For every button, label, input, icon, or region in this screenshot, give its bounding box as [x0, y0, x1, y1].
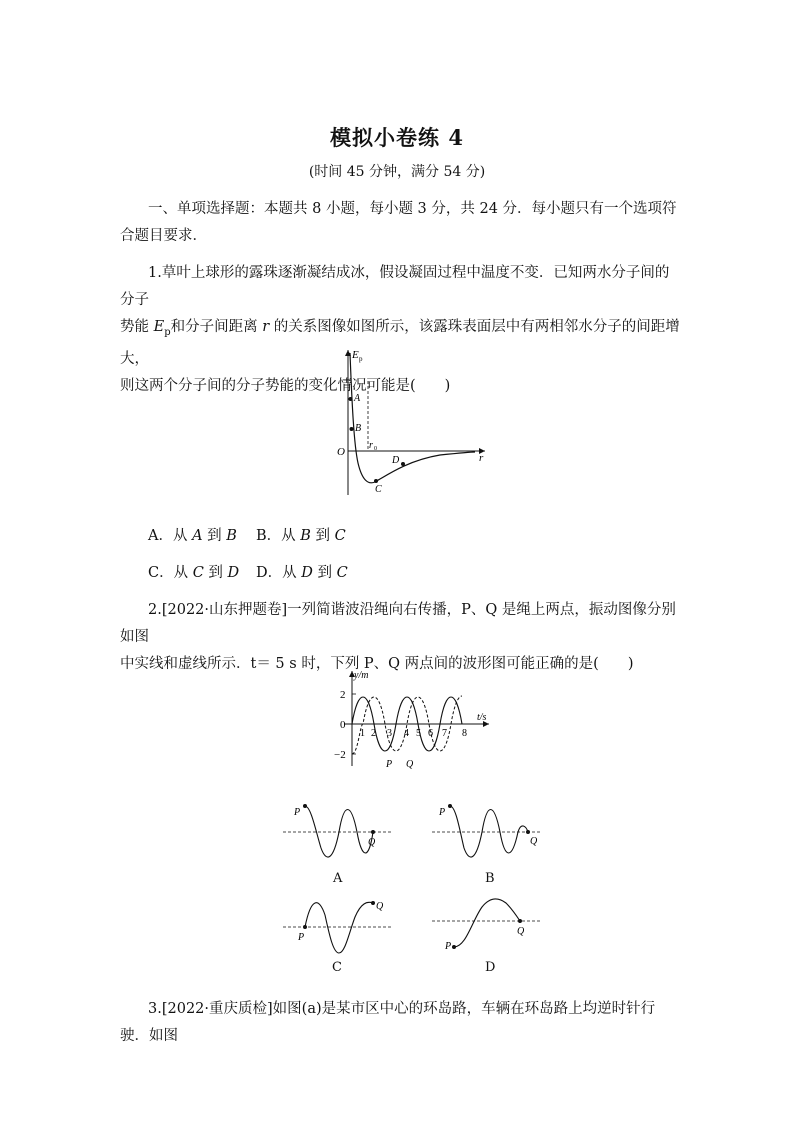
q2-a-wave — [305, 806, 373, 857]
q2-answer-d-letter[interactable]: D — [485, 960, 496, 975]
q1-r0-sub: 0 — [374, 446, 377, 452]
q2-a-label-p: P — [294, 807, 301, 818]
q2-a-label-q: Q — [368, 837, 376, 848]
q2-answer-b-letter[interactable]: B — [485, 871, 495, 886]
q2-d-wave — [454, 899, 520, 947]
q2-answer-a-letter[interactable]: A — [333, 871, 343, 886]
q1-line1: 1.草叶上球形的露珠逐渐凝结成冰，假设凝固过程中温度不变．已知两水分子间的分子 — [120, 265, 670, 308]
q2-b-label-p: P — [439, 807, 446, 818]
q2-a-point-p — [303, 804, 307, 808]
q1-label-d: D — [392, 455, 400, 466]
q2-ytick-0: 0 — [340, 719, 346, 731]
q3-line1: 3.[2022·重庆质检]如图(a)是某市区中心的环岛路，车辆在环岛路上均逆时针行驶．如图 — [120, 1001, 656, 1044]
q2-xtick-5: 5 — [416, 728, 421, 739]
q2-line1: 2.[2022·山东押题卷]一列简谐波沿绳向右传播，P、Q 是绳上两点，振动图像分别如图 — [120, 602, 676, 645]
q1-r0-label: r — [369, 440, 373, 451]
q2-d-label-p: P — [445, 941, 452, 952]
q2-answer-a-graph[interactable] — [283, 798, 393, 864]
q2-d-point-p — [452, 945, 456, 949]
q2-curve-q-label: Q — [406, 759, 414, 770]
q2-answer-b-graph[interactable] — [432, 798, 547, 864]
q1-ep-curve — [350, 353, 475, 483]
q1-ep-graph — [330, 345, 495, 500]
q1-label-c: C — [375, 484, 382, 495]
q2-y-label: y/m — [354, 670, 369, 681]
q2-xtick-6: 6 — [428, 728, 433, 739]
q2-b-label-q: Q — [530, 836, 538, 847]
q2-xtick-3: 3 — [387, 728, 392, 739]
q2-xtick-4: 4 — [404, 728, 409, 739]
q2-xtick-1: 1 — [360, 728, 365, 739]
q2-xtick-7: 7 — [442, 728, 447, 739]
q2-b-wave — [450, 806, 528, 857]
q2-c-point-q — [371, 901, 375, 905]
q1-x-label: r — [479, 452, 484, 464]
q1-label-a: A — [354, 393, 361, 404]
q1-point-d — [401, 462, 405, 466]
q2-c-wave — [305, 902, 373, 953]
q2-xtick-8: 8 — [462, 728, 467, 739]
section-intro: 一、单项选择题：本题共 8 小题，每小题 3 分，共 24 分．每小题只有一个选项符合题目要求． — [120, 201, 677, 244]
q2-vibration-graph — [334, 666, 494, 772]
q2-answer-d-graph[interactable] — [432, 893, 547, 959]
q1-line2: 势能 $E_p$和分子间距离 r 的关系图像如图所示，该露珠表面层中有两相邻水分子的间距增大， — [120, 319, 680, 367]
q1-y-label: E — [352, 349, 359, 361]
q1-y-sub: p — [359, 355, 363, 363]
q2-line2: 中实线和虚线所示．t＝ 5 s 时，下列 P、Q 两点间的波形图可能正确的是( ) — [120, 656, 634, 672]
q1-origin-label: O — [337, 446, 345, 458]
q2-c-point-p — [303, 925, 307, 929]
q2-curve-p-label: P — [386, 759, 393, 770]
q2-b-point-p — [448, 804, 452, 808]
q1-option-c[interactable]: C．从 C 到 D — [148, 565, 240, 581]
q2-d-point-q — [518, 919, 522, 923]
q2-x-label: t/s — [477, 712, 487, 723]
q2-ytick-2: 2 — [340, 689, 346, 701]
q1-label-b: B — [355, 423, 362, 434]
q1-option-a[interactable]: A．从 A 到 B — [148, 528, 237, 544]
q2-xtick-2: 2 — [371, 728, 376, 739]
q2-ytick-neg2: −2 — [334, 749, 346, 761]
q1-point-b — [350, 427, 354, 431]
q2-c-label-p: P — [298, 932, 305, 943]
q1-line3: 则这两个分子间的分子势能的变化情况可能是( ) — [120, 377, 451, 394]
q2-a-point-q — [371, 830, 375, 834]
q2-d-label-q: Q — [517, 926, 525, 937]
q1-point-a — [349, 397, 353, 401]
q2-answer-c-letter[interactable]: C — [332, 960, 342, 975]
q2-answer-c-graph[interactable] — [283, 893, 393, 959]
q1-point-c — [374, 479, 378, 483]
q1-option-d[interactable]: D．从 D 到 C — [256, 565, 348, 581]
q2-b-point-q — [526, 830, 530, 834]
q2-q-curve — [352, 696, 462, 754]
q1-option-b[interactable]: B．从 B 到 C — [256, 528, 346, 544]
q2-c-label-q: Q — [376, 901, 384, 912]
page-title: 模拟小卷练 4 — [330, 125, 464, 150]
page-subtitle: (时间 45 分钟，满分 54 分) — [308, 164, 486, 180]
